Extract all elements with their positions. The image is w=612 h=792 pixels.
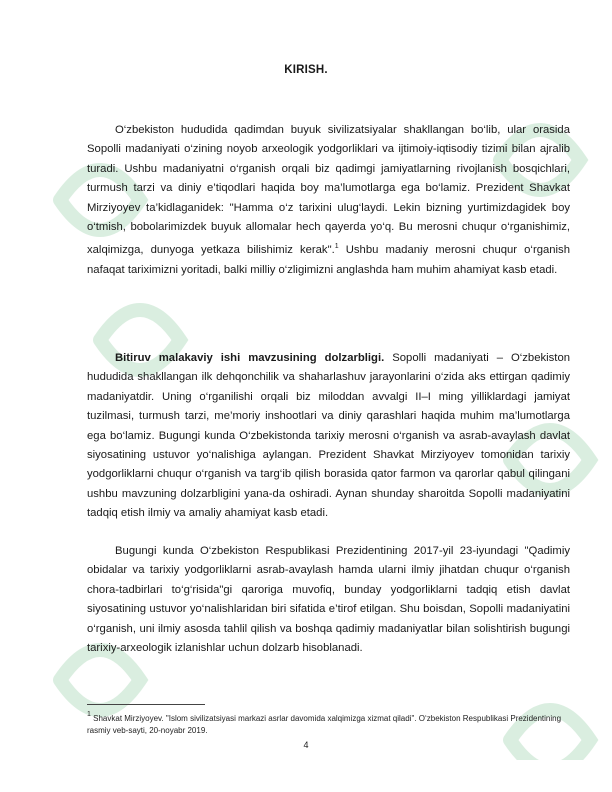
section-heading: KIRISH. bbox=[284, 64, 328, 76]
decree-text: Bugungi kunda O‘zbekiston Respublikasi Prezidentining 2017-yil 23-iyundagi "Qadimiy obidalar va tarixiy yodgorliklarni asrab-avaylash hamda ularni ilmiy jihatdan chuqur o‘rganish chora-tadbirlari to‘g‘risida"gi qaroriga muvofiq, bunday yodgorliklarni tadqiq etish davlat siyosatining ustuvor yo‘nalishlaridan biri sifatida e’tirof etilgan. Shu boisdan, Sopolli madaniyatini o‘rganish, uni ilmiy asosda tahlil qilish va boshqa qadimiy madaniyatlar bilan solishtirish bugungi tarixiy-arxeologik izlanishlar uchun dolzarb hisoblanadi. bbox=[87, 545, 570, 655]
footnote-reference[interactable]: 1 bbox=[334, 243, 339, 251]
relevance-text: Sopolli madaniyati – O‘zbekiston hududida shakllangan ilk dehqonchilik va shaharlashuv jarayonlarini o‘zida aks ettirgan qadimiy madaniyatdir. Uning o‘rganilishi orqali biz miloddan avvalgi II–I ming yilliklardagi jamiyat tuzilmasi, turmush tarzi, me’moriy inshootlari va diniy qarashlari haqida muhim ma’lumotlarga ega bo‘lamiz. Bugungi kunda O‘zbekistonda tarixiy merosni o‘rganish va asrab-avaylash davlat siyosatining ustuvor yo‘nalishiga aylangan. Prezident Shavkat Mirziyoyev tomonidan tarixiy yodgorliklarni chuqur o‘rganish va targ‘ib qilish borasida qator farmon va qarorlar qabul qilingani ushbu mavzuning dolzarbligini yana-da oshiradi. Aynan shunday sharoitda Sopolli madaniyatini tadqiq etish ilmiy va amaliy ahamiyat kasb etadi. bbox=[87, 352, 571, 520]
relevance-paragraph bbox=[87, 349, 570, 524]
footnote-text: Shavkat Mirziyoyev. "Islom sivilizatsiyasi markazi asrlar davomida xalqimizga xizmat qiladi". O‘zbekiston Respublikasi Prezidentining rasmiy veb-sayti, 20-noyabr 2019. bbox=[87, 714, 562, 735]
footnote-mark: 1 bbox=[87, 711, 91, 718]
footnote bbox=[87, 709, 572, 736]
intro-continuation: Ushbu madaniy merosni chuqur o‘rganish nafaqat tariximizni yoritadi, balki milliy o‘zligimizni anglashda ham muhim ahamiyat kasb etadi. bbox=[87, 244, 570, 276]
intro-text: O‘zbekiston hududida qadimdan buyuk sivilizatsiyalar shakllangan bo‘lib, ular orasida Sopolli madaniyati o‘zining noyob arxeologik yodgorliklari va ijtimoiy-iqtisodiy tizimi bilan ajralib turadi. Ushbu madaniyatni o‘rganish orqali biz qadimgi jamiyatlarning rivojlanish bosqichlari, turmush tarzi va diniy e’tiqodlari haqida boy ma’lumotlarga ega bo‘lamiz. Prezident Shavkat Mirziyoyev ta’kidlaganidek: "Hamma o‘z tarixini ulug‘laydi. Lekin bizning yurtimizdagidek boy o‘tmish, bobolarimizdek buyuk allomalar hech qayerda yo‘q. Bu merosni chuqur o‘rganishimiz, xalqimizga, dunyoga yetkaza bilishimiz kerak". bbox=[87, 124, 570, 257]
relevance-lead: Bitiruv malakaviy ishi mavzusining dolzarbligi. bbox=[115, 352, 385, 364]
decree-paragraph bbox=[87, 542, 570, 658]
footnote-divider bbox=[87, 704, 205, 705]
page-number: 4 bbox=[303, 740, 309, 750]
intro-paragraph bbox=[87, 121, 570, 280]
